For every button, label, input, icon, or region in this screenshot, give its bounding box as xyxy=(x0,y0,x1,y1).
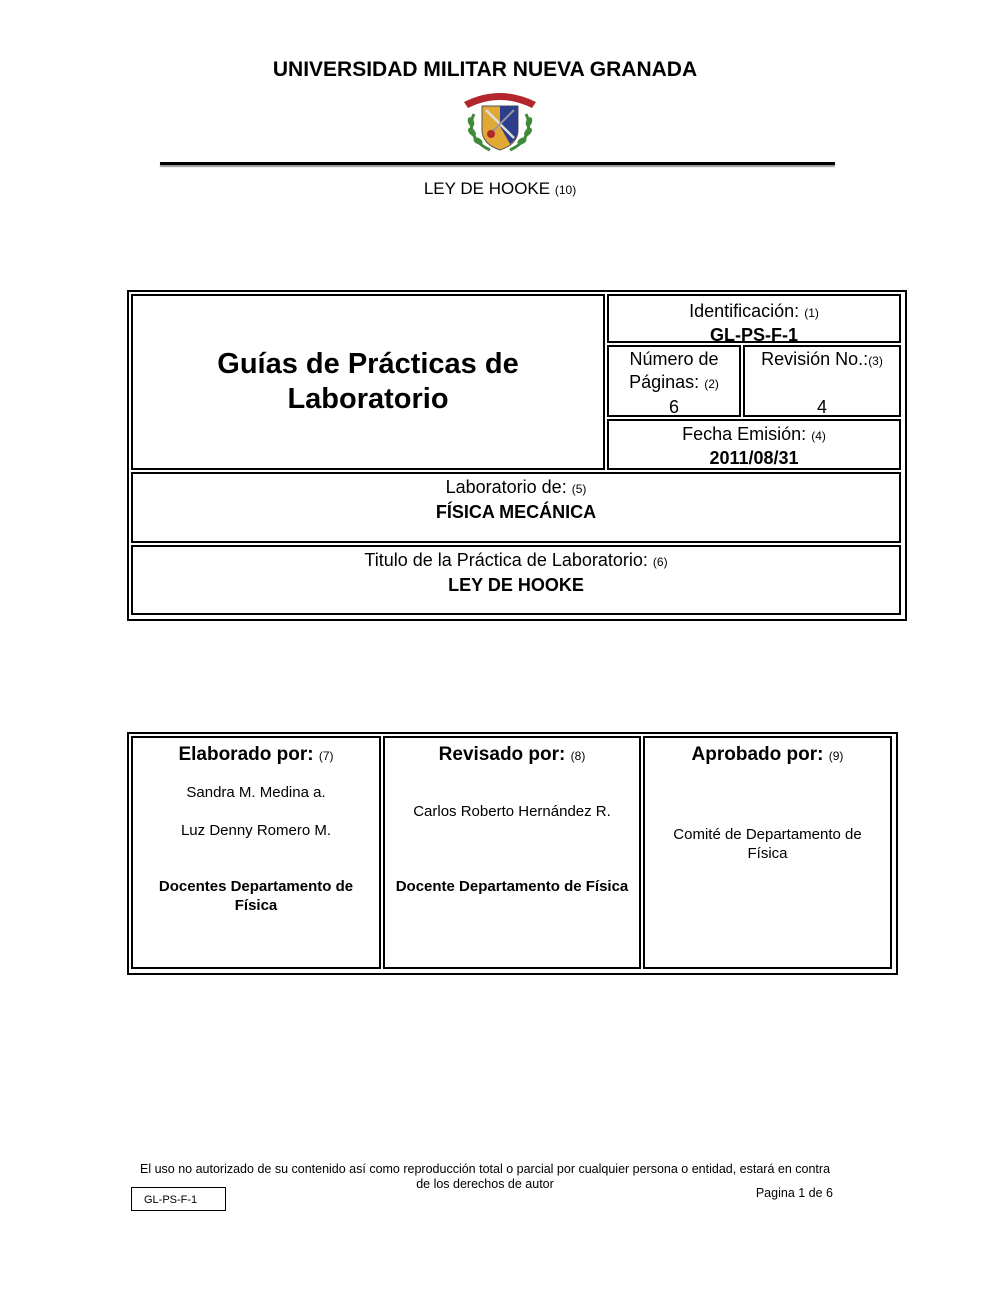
identification-value: GL-PS-F-1 xyxy=(710,325,798,345)
elaborated-label: Elaborado por: xyxy=(178,744,314,765)
copyright-notice: El uso no autorizado de su contenido así como reproducción total o parcial por cualquier persona o entidad, estará en contra de los derechos de autor xyxy=(140,1162,831,1191)
guide-title-line1: Guías de Prácticas de xyxy=(217,348,519,380)
pages-label-line1: Número de xyxy=(629,349,719,369)
elaborated-name-1: Sandra M. Medina a. xyxy=(186,784,326,801)
practice-label: Titulo de la Práctica de Laboratorio: xyxy=(364,550,648,570)
guide-title-cell xyxy=(131,294,605,470)
practice-ref: (6) xyxy=(652,555,668,569)
revision-value: 4 xyxy=(816,397,827,417)
date-ref: (4) xyxy=(811,429,826,443)
identification-cell xyxy=(607,294,901,343)
reviewed-name: Carlos Roberto Hernández R. xyxy=(413,803,611,820)
date-label: Fecha Emisión: xyxy=(682,424,807,444)
document-subtitle xyxy=(0,179,1000,199)
pages-value: 6 xyxy=(668,397,679,417)
lab-label: Laboratorio de: xyxy=(445,477,567,497)
footer-document-code: GL-PS-F-1 xyxy=(131,1187,226,1211)
issue-date-cell xyxy=(607,419,901,470)
page-number: Pagina 1 de 6 xyxy=(755,1186,833,1200)
revision-label: Revisión No.: xyxy=(761,349,869,369)
lab-value: FÍSICA MECÁNICA xyxy=(435,502,597,522)
revision-ref: (3) xyxy=(868,354,883,368)
info-table xyxy=(127,290,907,621)
practice-value: LEY DE HOOKE xyxy=(448,575,584,595)
pages-cell xyxy=(607,345,741,417)
elaborated-name-2: Luz Denny Romero M. xyxy=(180,822,332,839)
laboratory-cell xyxy=(131,472,901,543)
subtitle-text: LEY DE HOOKE xyxy=(423,179,551,198)
reviewed-role: Docente Departamento de Física xyxy=(395,878,629,895)
date-value: 2011/08/31 xyxy=(709,448,799,468)
elaborated-by-cell xyxy=(131,736,381,969)
lab-ref: (5) xyxy=(571,482,587,496)
elaborated-role: Docentes Departamento de Física xyxy=(158,878,354,914)
university-title: UNIVERSIDAD MILITAR NUEVA GRANADA xyxy=(272,58,698,81)
reviewed-ref: (8) xyxy=(570,749,586,763)
reviewed-by-cell xyxy=(383,736,641,969)
reviewed-label: Revisado por: xyxy=(438,744,566,765)
identification-label: Identificación: xyxy=(689,301,800,321)
header-divider xyxy=(160,162,835,165)
approved-name: Comité de Departamento de Física xyxy=(673,826,862,862)
elaborated-ref: (7) xyxy=(318,749,334,763)
signature-table xyxy=(127,732,898,975)
guide-title-line2: Laboratorio xyxy=(287,383,449,415)
subtitle-ref: (10) xyxy=(554,183,577,197)
approved-ref: (9) xyxy=(828,749,844,763)
pages-label-line2: Páginas: xyxy=(629,372,700,392)
university-crest-icon xyxy=(460,86,540,156)
practice-title-cell xyxy=(131,545,901,615)
identification-ref: (1) xyxy=(804,306,819,320)
approved-label: Aprobado por: xyxy=(691,744,824,765)
pages-ref: (2) xyxy=(704,377,719,391)
revision-cell xyxy=(743,345,901,417)
approved-by-cell xyxy=(643,736,892,969)
